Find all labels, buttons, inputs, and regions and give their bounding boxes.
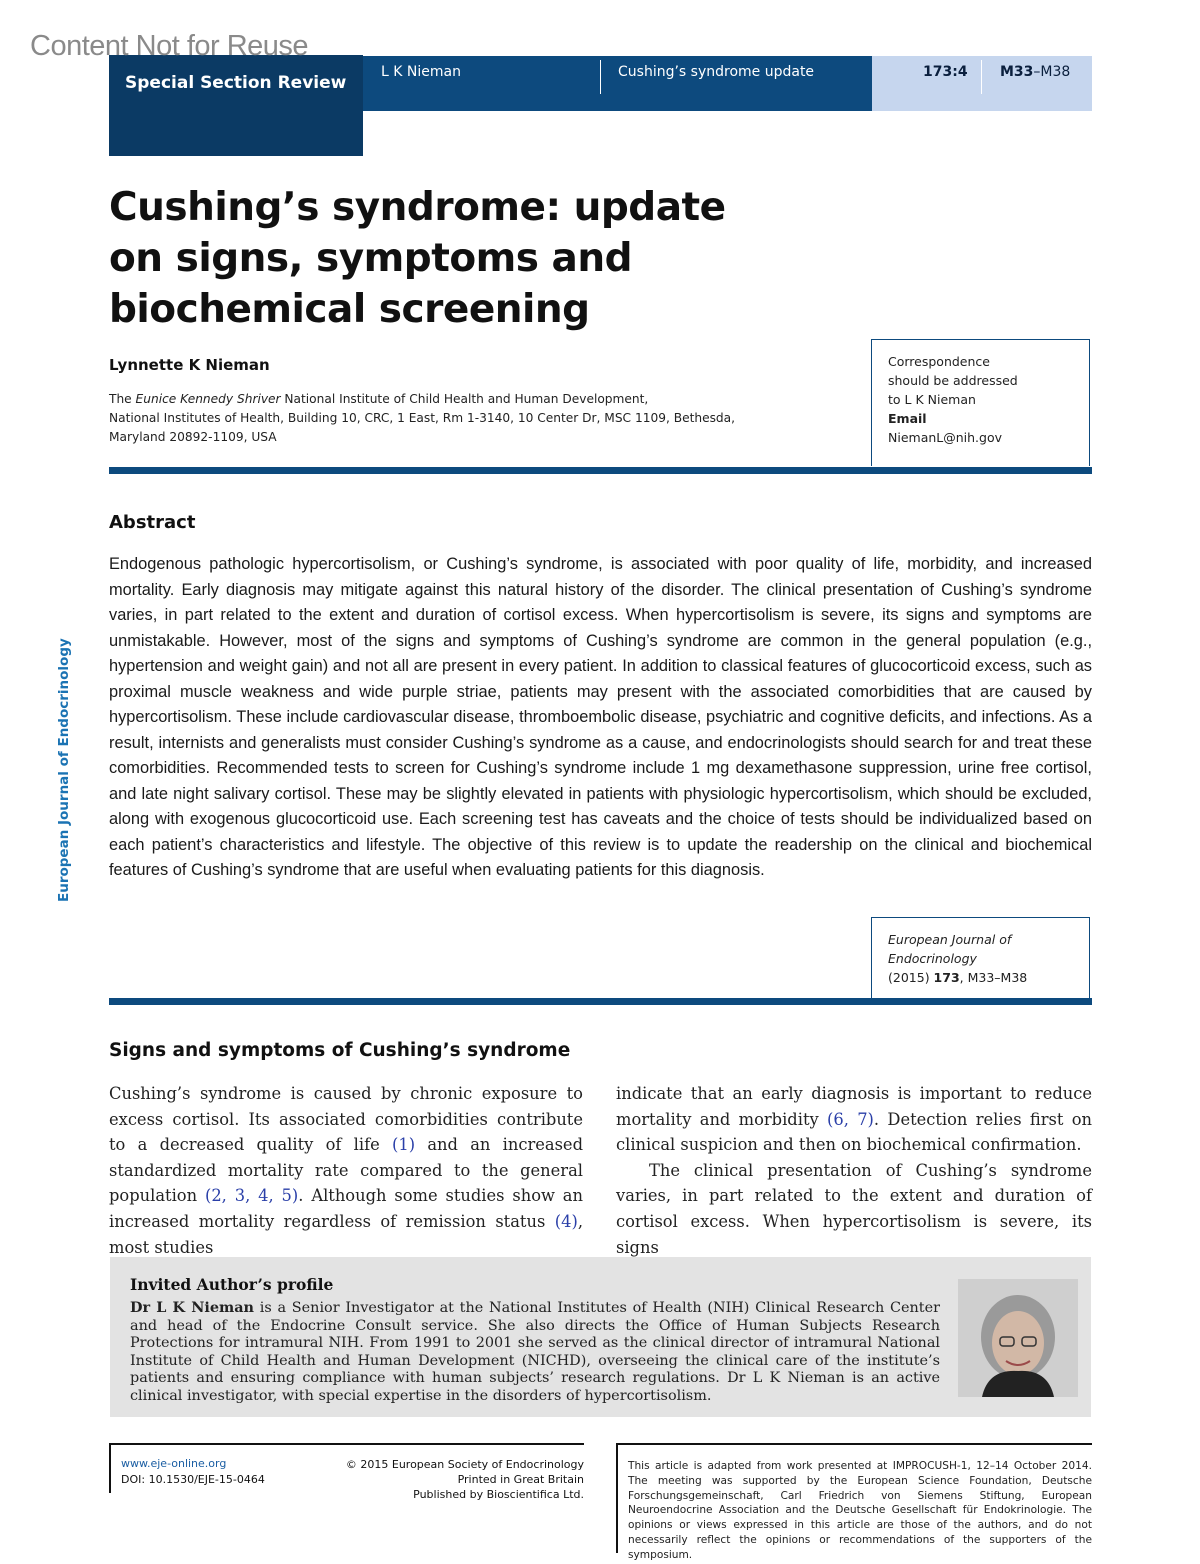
header-pages	[1000, 64, 1070, 80]
watermark: Content Not for Reuse	[30, 30, 309, 62]
header-pages-end: –M38	[1033, 64, 1071, 80]
correspondence-line: to L K Nieman	[888, 392, 976, 407]
author-profile-box	[110, 1257, 1091, 1417]
affiliation-prefix: The	[109, 392, 136, 406]
body-text: . Detection relies first on clinical suspicion and then on biochemical confirmation.	[616, 1109, 1092, 1155]
header-divider	[981, 60, 982, 94]
section-badge	[109, 55, 363, 156]
author-photo	[958, 1279, 1078, 1397]
website-link[interactable]: www.eje-online.org	[121, 1457, 227, 1470]
correspondence-line: Correspondence	[888, 354, 990, 369]
header-divider	[600, 60, 601, 94]
section-label: Special Section Review	[125, 73, 347, 93]
citation-volume: 173	[933, 970, 960, 985]
profile-name: Dr L K Nieman	[130, 1299, 255, 1316]
reference-link[interactable]: (1)	[392, 1135, 416, 1155]
body-text: The clinical presentation of Cushing’s syndrome varies, in part related to the extent and duration of cortisol excess. When hypercortisolism is severe, its signs	[616, 1160, 1092, 1257]
body-column-right	[616, 1081, 1092, 1260]
footer-left	[109, 1443, 584, 1501]
body-text: . Although some studies show an increased mortality regardless of remission status	[109, 1186, 584, 1231]
citation-journal: Endocrinology	[888, 951, 977, 966]
body-column-left	[109, 1081, 583, 1260]
correspondence-box	[871, 339, 1090, 466]
author-portrait-image	[958, 1279, 1078, 1397]
citation-year: (2015)	[888, 970, 934, 985]
citation-box	[871, 917, 1090, 999]
title-line: biochemical screening	[109, 287, 590, 332]
header-pages-start: M33	[1000, 64, 1034, 80]
footer-note: This article is adapted from work presented at IMPROCUSH-1, 12–14 October 2014. The meeting was supported by the European Science Foundation, Deutsche Forschungsgemeinschaft, Carl Friedrich von Siemens Stiftung, European Neuroendocrine Association and the Deutsche Gesellschaft für Endokrinologie. The opinions or views expressed in this article are those of the authors, and do not necessarily reflect the opinions or recommendations of the supporters of the symposium.	[628, 1460, 1092, 1561]
author-name: Lynnette K Nieman	[109, 356, 270, 374]
side-journal-label	[56, 640, 76, 902]
reference-link[interactable]: (2, 3, 4, 5)	[204, 1186, 299, 1206]
email-label: Email	[888, 411, 927, 426]
doi-text: DOI: 10.1530/EJE-15-0464	[121, 1473, 265, 1486]
profile-text	[130, 1299, 940, 1406]
body-text: Cushing’s syndrome is caused by chronic exposure to excess cortisol. Its associated comorbidities contribute to a decreased quality of life	[109, 1084, 583, 1155]
printed-text: Printed in Great Britain	[457, 1473, 584, 1486]
divider-rule	[109, 998, 1092, 1005]
footer-right	[616, 1443, 1092, 1561]
divider-rule	[109, 467, 1092, 474]
profile-body: is a Senior Investigator at the National Institutes of Health (NIH) Clinical Research Center and head of the Endocrine Consult service. She also directs the Office of Human Subjects Research Protections for intramural NIH. From 1991 to 2001 she served as the clinical director of intramural National Institute of Child Health and Human Development (NICHD), overseeing the clinical care of the institute’s patients and ensuring compliance with human subjects’ research regulations. Dr L K Nieman is an active clinical investigator, with special expertise in the disorders of hypercortisolism.	[130, 1300, 940, 1404]
title-line: on signs, symptoms and	[109, 236, 633, 281]
publisher-info	[346, 1457, 584, 1502]
reference-link[interactable]: (4)	[554, 1211, 578, 1231]
affiliation-italic: Eunice Kennedy Shriver	[135, 392, 281, 406]
title-line: Cushing’s syndrome: update	[109, 185, 726, 230]
affiliation-line1: National Institute of Child Health and Human Development,	[280, 392, 649, 406]
profile-heading: Invited Author’s profile	[130, 1275, 334, 1294]
body-text: indicate that an early diagnosis is important to reduce mortality and morbidity	[616, 1084, 1092, 1129]
email-link[interactable]: NiemanL@nih.gov	[888, 430, 1003, 445]
body-text: , most studies	[109, 1211, 583, 1257]
affiliation-line3: Maryland 20892-1109, USA	[109, 430, 277, 444]
publisher-text: Published by Bioscientifica Ltd.	[413, 1488, 584, 1501]
affiliation-line2: National Institutes of Health, Building 10, CRC, 1 East, Rm 1-3140, 10 Center Dr, MSC 1109, Bethesda,	[109, 411, 735, 425]
running-header	[363, 56, 872, 111]
article-title	[109, 182, 749, 335]
affiliation	[109, 390, 829, 447]
citation-journal: European Journal of	[888, 932, 1012, 947]
abstract-text: Endogenous pathologic hypercortisolism, or Cushing’s syndrome, is associated with poor quality of life, morbidity, and increased mortality. Early diagnosis may mitigate against this natural history of the disorder. The clinical presentation of Cushing’s syndrome varies, in part related to the extent and duration of cortisol excess. When hypercortisolism is severe, its signs and symptoms are unmistakable. However, most of the signs and symptoms of Cushing’s syndrome are common in the general population (e.g., hypertension and weight gain) and not all are present in every patient. In addition to classical features of glucocorticoid excess, such as proximal muscle weakness and wide purple striae, patients may present with the associated comorbidities that are caused by hypercortisolism. These include cardiovascular disease, thromboembolic disease, psychiatric and cognitive deficits, and infections. As a result, internists and generalists must consider Cushing’s syndrome as a cause, and endocrinologists should search for and treat these comorbidities. Recommended tests to screen for Cushing’s syndrome include 1 mg dexamethasone suppression, urine free cortisol, and late night salivary cortisol. These may be slightly elevated in patients with physiologic hypercortisolism, which should be excluded, along with exogenous glucocorticoid use. Each screening test has caveats and the choice of tests should be individualized based on each patient’s characteristics and lifestyle. The objective of this review is to update the readership on the clinical and biochemical features of Cushing’s syndrome that are useful when evaluating patients for this diagnosis.	[109, 555, 1092, 879]
copyright-text: © 2015 European Society of Endocrinology	[345, 1458, 584, 1471]
reference-link[interactable]: (6, 7)	[827, 1109, 874, 1129]
citation-pages: , M33–M38	[959, 970, 1028, 985]
header-running-title: Cushing’s syndrome update	[618, 64, 815, 80]
correspondence-line: should be addressed	[888, 373, 1018, 388]
header-volume-issue: 173:4	[923, 64, 968, 80]
header-issue-info	[872, 56, 1092, 111]
side-journal-text: European Journal of Endocrinology	[56, 638, 72, 902]
body-text: and an increased standardized mortality rate compared to the general population	[109, 1135, 583, 1206]
abstract-heading: Abstract	[109, 512, 196, 533]
header-author: L K Nieman	[381, 64, 461, 80]
section-heading: Signs and symptoms of Cushing’s syndrome	[109, 1040, 571, 1061]
